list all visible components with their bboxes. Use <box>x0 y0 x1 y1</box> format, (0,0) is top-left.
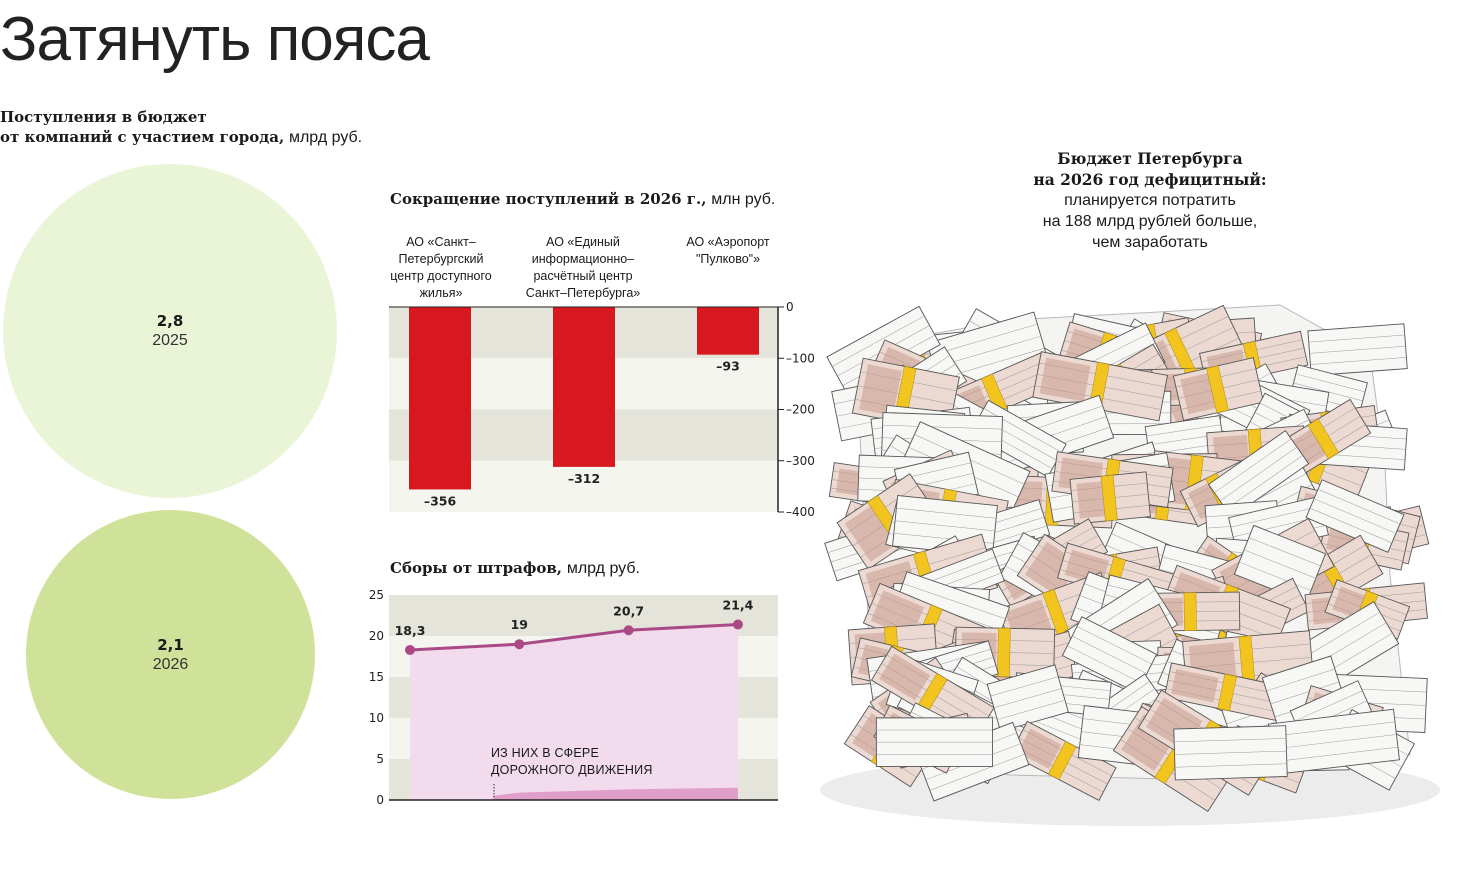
data-point <box>514 639 524 649</box>
fines-heading-unit: млрд руб. <box>566 560 640 577</box>
deficit-note <box>1000 148 1300 253</box>
category-label-line: информационно– <box>531 252 635 266</box>
category-label-line: "Пулково"» <box>695 252 761 266</box>
data-label: 19 <box>510 617 529 633</box>
bar-value-label: –93 <box>716 358 740 374</box>
circle-value: 2,8 <box>156 312 184 330</box>
y-tick-label: 0 <box>786 300 794 314</box>
deficit-line-3: планируется потратить <box>1064 192 1236 209</box>
category-label-line: Петербургский <box>398 252 484 266</box>
annotation-line: ИЗ НИХ В СФЕРЕ <box>491 746 599 760</box>
budget-heading-bold-2: от компаний с участием города, <box>0 128 285 146</box>
y-tick-label: –400 <box>786 505 815 519</box>
data-point <box>733 620 743 630</box>
page-title: Затянуть пояса <box>0 5 429 74</box>
circle-year: 2026 <box>152 655 189 673</box>
annotation-line: ДОРОЖНОГО ДВИЖЕНИЯ <box>491 763 653 777</box>
deficit-line-5: чем заработать <box>1092 234 1208 251</box>
bar <box>697 307 759 355</box>
data-point <box>624 625 634 635</box>
y-tick-label: –200 <box>786 402 815 417</box>
category-label-line: АО «Санкт– <box>406 235 476 249</box>
category-label-line: АО «Единый <box>546 235 620 249</box>
bar-chart <box>389 300 815 519</box>
paper-band <box>997 628 1010 677</box>
banknote-stack <box>1070 472 1150 524</box>
data-point <box>405 645 415 655</box>
deficit-bold-2: на 2026 год дефицитный: <box>1033 170 1267 189</box>
money-pile-illustration <box>810 285 1450 830</box>
paper-band <box>1184 593 1197 631</box>
data-label: 18,3 <box>394 622 426 638</box>
banknote-stack <box>1308 324 1407 376</box>
deficit-bold-1: Бюджет Петербурга <box>1057 149 1243 168</box>
banknote-stack <box>876 718 992 767</box>
y-tick-label: –100 <box>786 351 815 366</box>
category-label-line: АО «Аэропорт <box>686 235 770 249</box>
fines-annotation <box>491 745 653 779</box>
deficit-line-4: на 188 млрд рублей больше, <box>1042 213 1258 230</box>
y-tick-label: 0 <box>376 793 384 807</box>
cuts-heading-bold: Сокращение поступлений в 2026 г., <box>390 190 707 208</box>
cuts-heading-unit: млн руб. <box>711 191 776 208</box>
fines-heading <box>390 558 640 579</box>
y-tick-label: –300 <box>786 453 815 468</box>
y-tick-label: 25 <box>368 588 384 602</box>
category-label-line: расчётный центр <box>533 269 633 283</box>
circle-value: 2,1 <box>157 635 184 654</box>
y-tick-label: 15 <box>368 670 384 684</box>
data-label: 20,7 <box>613 603 645 619</box>
data-label: 21,4 <box>722 597 754 613</box>
bar-value-label: –312 <box>567 470 601 486</box>
category-label-line: Санкт–Петербурга» <box>525 286 641 300</box>
y-tick-label: 10 <box>368 711 384 725</box>
category-label-line: центр доступного <box>390 269 492 283</box>
circle-year: 2025 <box>152 332 188 349</box>
bar <box>409 307 471 489</box>
fines-heading-bold: Сборы от штрафов, <box>390 559 563 577</box>
banknote-stack <box>1174 726 1287 780</box>
budget-heading-unit: млрд руб. <box>288 129 363 146</box>
y-tick-label: 5 <box>376 752 384 766</box>
y-tick-label: 20 <box>368 629 384 643</box>
bar-value-label: –356 <box>423 493 457 509</box>
budget-heading-bold: Поступления в бюджет <box>0 108 207 126</box>
bar <box>553 307 615 467</box>
money-pile <box>825 305 1429 811</box>
category-label-line: жилья» <box>419 286 463 300</box>
